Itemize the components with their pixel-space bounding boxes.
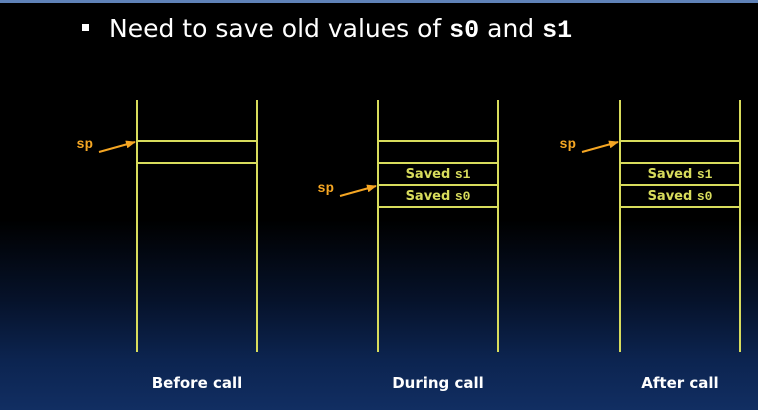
caption-during-call: During call bbox=[392, 374, 484, 392]
stack-slot-label: Saved s0 bbox=[405, 189, 471, 204]
stack-slot bbox=[137, 141, 257, 163]
title-conjunction: and bbox=[479, 14, 543, 43]
stack-slot bbox=[378, 141, 498, 163]
stack-slot bbox=[620, 141, 740, 163]
stack-1 bbox=[76, 100, 257, 352]
stack-2 bbox=[317, 100, 498, 352]
sp-arrow bbox=[582, 142, 618, 152]
sp-label: sp bbox=[559, 137, 576, 153]
caption-before-call: Before call bbox=[151, 374, 243, 392]
sp-label: sp bbox=[76, 137, 93, 153]
title-register-s1: s1 bbox=[542, 16, 573, 45]
stack-3 bbox=[559, 100, 740, 352]
sp-label: sp bbox=[317, 181, 334, 197]
sp-arrow bbox=[340, 186, 376, 196]
caption-after-call: After call bbox=[641, 374, 719, 392]
sp-arrow bbox=[99, 142, 135, 152]
title-prefix: Need to save old values of bbox=[109, 14, 450, 43]
stack-slot-label: Saved s1 bbox=[647, 167, 713, 182]
stack-slot-label: Saved s0 bbox=[647, 189, 713, 204]
stack-slot-label: Saved s1 bbox=[405, 167, 471, 182]
title-register-s0: s0 bbox=[449, 16, 480, 45]
